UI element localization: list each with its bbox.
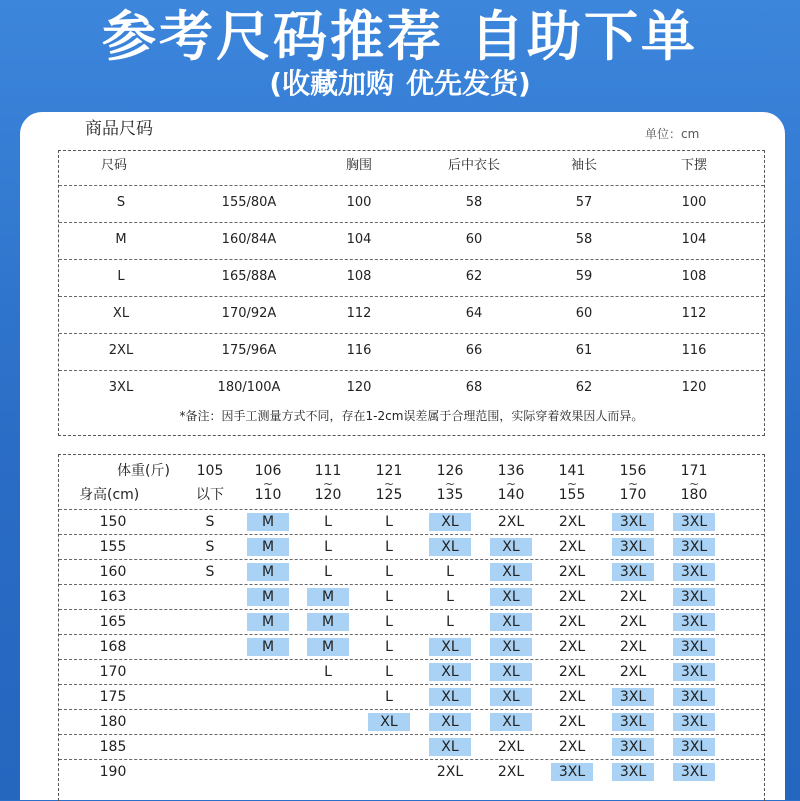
size-recommendation-cell: S <box>205 539 215 555</box>
size-recommendation-cell: L <box>385 539 393 555</box>
size-cell: 66 <box>465 343 483 358</box>
weight-table-header <box>59 455 764 509</box>
height-row <box>59 634 764 659</box>
height-value: 163 <box>99 589 127 605</box>
subheadline-part-b: 优先发货) <box>406 67 531 100</box>
weight-label: 体重(斤) <box>117 463 170 479</box>
size-cell: 116 <box>681 343 707 358</box>
height-value: 190 <box>99 764 127 780</box>
weight-table-box <box>58 454 765 801</box>
weight-range-start: 105 <box>196 463 224 479</box>
height-row <box>59 609 764 634</box>
size-recommendation-cell: L <box>385 564 393 580</box>
size-recommendation-cell: XL <box>490 713 532 731</box>
weight-range-end: 135 <box>436 487 464 503</box>
size-recommendation-cell: 2XL <box>497 739 525 755</box>
size-cell: S <box>116 195 126 210</box>
size-recommendation-cell: 3XL <box>673 513 715 531</box>
size-recommendation-cell: L <box>385 589 393 605</box>
size-recommendation-cell: 3XL <box>673 563 715 581</box>
size-recommendation-cell: 3XL <box>673 663 715 681</box>
size-recommendation-cell: XL <box>429 538 471 556</box>
weight-range-end: 125 <box>375 487 403 503</box>
height-value: 155 <box>99 539 127 555</box>
height-row <box>59 584 764 609</box>
height-value: 165 <box>99 614 127 630</box>
size-recommendation-cell: 3XL <box>612 713 654 731</box>
weight-range-tilde: ~ <box>627 477 639 491</box>
size-recommendation-cell: L <box>446 614 454 630</box>
weight-range-start: 126 <box>436 463 464 479</box>
card-title: 商品尺码 <box>85 119 153 139</box>
size-cell: 58 <box>465 195 483 210</box>
size-row <box>59 186 764 223</box>
size-cell: 170/92A <box>221 306 277 321</box>
size-cell: 104 <box>681 232 707 247</box>
size-recommendation-cell: L <box>385 514 393 530</box>
weight-range-start: 156 <box>619 463 647 479</box>
size-recommendation-cell: 3XL <box>673 638 715 656</box>
size-recommendation-cell: 3XL <box>673 763 715 781</box>
size-recommendation-cell: XL <box>429 638 471 656</box>
weight-range-tilde: ~ <box>322 477 334 491</box>
size-recommendation-cell: L <box>324 564 332 580</box>
size-table-box <box>58 150 765 436</box>
size-table <box>59 151 764 407</box>
size-cell: 3XL <box>108 380 134 395</box>
size-recommendation-cell: XL <box>490 688 532 706</box>
height-row <box>59 509 764 534</box>
size-cell: 58 <box>575 232 593 247</box>
size-cell: 60 <box>575 306 593 321</box>
size-recommendation-cell: 2XL <box>558 564 586 580</box>
height-value: 168 <box>99 639 127 655</box>
size-recommendation-cell: L <box>324 539 332 555</box>
header-cell: 袖长 <box>570 158 597 173</box>
size-recommendation-cell: 2XL <box>558 614 586 630</box>
size-cell: 116 <box>346 343 372 358</box>
size-recommendation-cell: 2XL <box>619 639 647 655</box>
size-recommendation-cell: S <box>205 564 215 580</box>
size-cell: 112 <box>346 306 372 321</box>
height-value: 160 <box>99 564 127 580</box>
size-cell: 120 <box>681 380 707 395</box>
size-row <box>59 297 764 334</box>
size-card <box>20 112 785 800</box>
size-recommendation-cell: 3XL <box>673 688 715 706</box>
size-recommendation-cell: L <box>446 589 454 605</box>
size-recommendation-cell: 3XL <box>612 513 654 531</box>
size-recommendation-cell: 2XL <box>619 589 647 605</box>
size-recommendation-cell: 2XL <box>619 664 647 680</box>
size-cell: 155/80A <box>221 195 277 210</box>
weight-range-tilde: ~ <box>505 477 517 491</box>
header-cell: 胸围 <box>345 158 372 173</box>
size-cell: 100 <box>681 195 707 210</box>
size-recommendation-cell: 3XL <box>612 563 654 581</box>
unit-label: 单位：cm <box>645 127 700 141</box>
headline-part-b: 自助下单 <box>470 5 698 68</box>
size-recommendation-cell: XL <box>490 613 532 631</box>
size-recommendation-cell: 2XL <box>619 614 647 630</box>
size-cell: 108 <box>346 269 372 284</box>
weight-range-end: 180 <box>680 487 708 503</box>
size-cell: 175/96A <box>221 343 277 358</box>
size-recommendation-cell: 3XL <box>673 738 715 756</box>
size-recommendation-cell: 2XL <box>558 739 586 755</box>
size-recommendation-cell: XL <box>490 588 532 606</box>
size-recommendation-cell: 2XL <box>558 589 586 605</box>
height-value: 170 <box>99 664 127 680</box>
size-recommendation-cell: M <box>247 613 289 631</box>
size-recommendation-cell: L <box>385 689 393 705</box>
size-recommendation-cell: 2XL <box>558 514 586 530</box>
weight-range-tilde: ~ <box>444 477 456 491</box>
weight-range-end: 110 <box>254 487 282 503</box>
height-row <box>59 734 764 759</box>
height-value: 150 <box>99 514 127 530</box>
size-cell: 100 <box>346 195 372 210</box>
size-cell: 59 <box>575 269 593 284</box>
size-recommendation-cell: L <box>324 664 332 680</box>
size-recommendation-cell: 3XL <box>673 538 715 556</box>
size-recommendation-cell: XL <box>429 513 471 531</box>
size-recommendation-cell: 2XL <box>436 764 464 780</box>
size-recommendation-cell: L <box>385 639 393 655</box>
header-cell: 尺码 <box>101 158 128 173</box>
size-recommendation-cell: XL <box>490 663 532 681</box>
weight-height-grid <box>59 509 764 784</box>
size-recommendation-cell: XL <box>368 713 410 731</box>
weight-range-tilde: ~ <box>383 477 395 491</box>
size-recommendation-cell: 3XL <box>673 613 715 631</box>
weight-range-end: 120 <box>314 487 342 503</box>
headline <box>0 4 800 70</box>
size-cell: 108 <box>681 269 707 284</box>
size-recommendation-cell: 3XL <box>673 588 715 606</box>
size-recommendation-cell: XL <box>490 538 532 556</box>
size-cell: 104 <box>346 232 372 247</box>
size-cell: 57 <box>575 195 593 210</box>
size-recommendation-cell: 3XL <box>673 713 715 731</box>
size-recommendation-cell: 2XL <box>497 764 525 780</box>
size-recommendation-cell: XL <box>490 563 532 581</box>
size-cell: 180/100A <box>217 380 281 395</box>
weight-range-end: 以下 <box>196 487 224 503</box>
size-recommendation-cell: M <box>247 563 289 581</box>
headline-part-a: 参考尺码推荐 <box>102 5 444 68</box>
header-cell: 下摆 <box>680 158 707 173</box>
size-recommendation-cell: M <box>247 513 289 531</box>
size-cell: 62 <box>465 269 483 284</box>
weight-range-start: 106 <box>254 463 282 479</box>
size-cell: 60 <box>465 232 483 247</box>
size-cell: 160/84A <box>221 232 277 247</box>
subheadline-part-a: (收藏加购 <box>269 67 394 100</box>
weight-range-tilde: ~ <box>688 477 700 491</box>
height-value: 185 <box>99 739 127 755</box>
size-recommendation-cell: XL <box>429 688 471 706</box>
weight-range-start: 136 <box>497 463 525 479</box>
size-cell: 2XL <box>108 343 134 358</box>
size-recommendation-cell: 3XL <box>612 688 654 706</box>
measurement-note: *备注：因手工测量方式不同，存在1-2cm误差属于合理范围，实际穿着效果因人而异。 <box>179 409 644 423</box>
size-recommendation-cell: L <box>446 564 454 580</box>
size-table-header <box>59 151 764 186</box>
size-row <box>59 223 764 260</box>
height-row <box>59 534 764 559</box>
size-recommendation-cell: 2XL <box>558 639 586 655</box>
size-cell: 165/88A <box>221 269 277 284</box>
size-recommendation-cell: L <box>324 514 332 530</box>
height-row <box>59 559 764 584</box>
size-recommendation-cell: L <box>385 664 393 680</box>
size-recommendation-cell: S <box>205 514 215 530</box>
header-cell: 后中衣长 <box>447 158 500 173</box>
subheadline <box>0 66 800 102</box>
size-recommendation-cell: XL <box>429 738 471 756</box>
height-row <box>59 659 764 684</box>
size-recommendation-cell: 2XL <box>558 714 586 730</box>
size-cell: 120 <box>346 380 372 395</box>
size-cell: 68 <box>465 380 483 395</box>
size-recommendation-cell: M <box>247 538 289 556</box>
size-recommendation-cell: M <box>307 613 349 631</box>
size-recommendation-cell: XL <box>490 638 532 656</box>
size-recommendation-cell: 2XL <box>497 514 525 530</box>
size-recommendation-cell: 3XL <box>612 763 654 781</box>
size-recommendation-cell: L <box>385 614 393 630</box>
height-label: 身高(cm) <box>79 487 140 503</box>
weight-range-start: 171 <box>680 463 708 479</box>
size-cell: 64 <box>465 306 483 321</box>
height-row <box>59 709 764 734</box>
weight-range-end: 155 <box>558 487 586 503</box>
size-cell: XL <box>112 306 130 321</box>
size-recommendation-cell: 3XL <box>612 738 654 756</box>
size-recommendation-cell: XL <box>429 663 471 681</box>
size-recommendation-cell: 2XL <box>558 539 586 555</box>
weight-range-end: 170 <box>619 487 647 503</box>
size-recommendation-cell: 3XL <box>612 538 654 556</box>
height-row <box>59 684 764 709</box>
size-recommendation-cell: M <box>307 588 349 606</box>
weight-range-tilde: ~ <box>262 477 274 491</box>
weight-range-start: 111 <box>314 463 342 479</box>
size-recommendation-cell: 2XL <box>558 664 586 680</box>
size-row <box>59 260 764 297</box>
size-recommendation-cell: M <box>247 638 289 656</box>
weight-range-end: 140 <box>497 487 525 503</box>
height-value: 180 <box>99 714 127 730</box>
weight-range-start: 141 <box>558 463 586 479</box>
weight-range-tilde: ~ <box>566 477 578 491</box>
size-cell: 62 <box>575 380 593 395</box>
size-recommendation-cell: M <box>307 638 349 656</box>
size-recommendation-cell: M <box>247 588 289 606</box>
weight-range-start: 121 <box>375 463 403 479</box>
size-cell: M <box>115 232 127 247</box>
size-recommendation-cell: 3XL <box>551 763 593 781</box>
size-cell: 61 <box>575 343 593 358</box>
height-row <box>59 759 764 784</box>
size-row <box>59 334 764 371</box>
size-recommendation-cell: 2XL <box>558 689 586 705</box>
height-value: 175 <box>99 689 127 705</box>
size-cell: 112 <box>681 306 707 321</box>
size-cell: L <box>117 269 125 284</box>
size-recommendation-cell: XL <box>429 713 471 731</box>
